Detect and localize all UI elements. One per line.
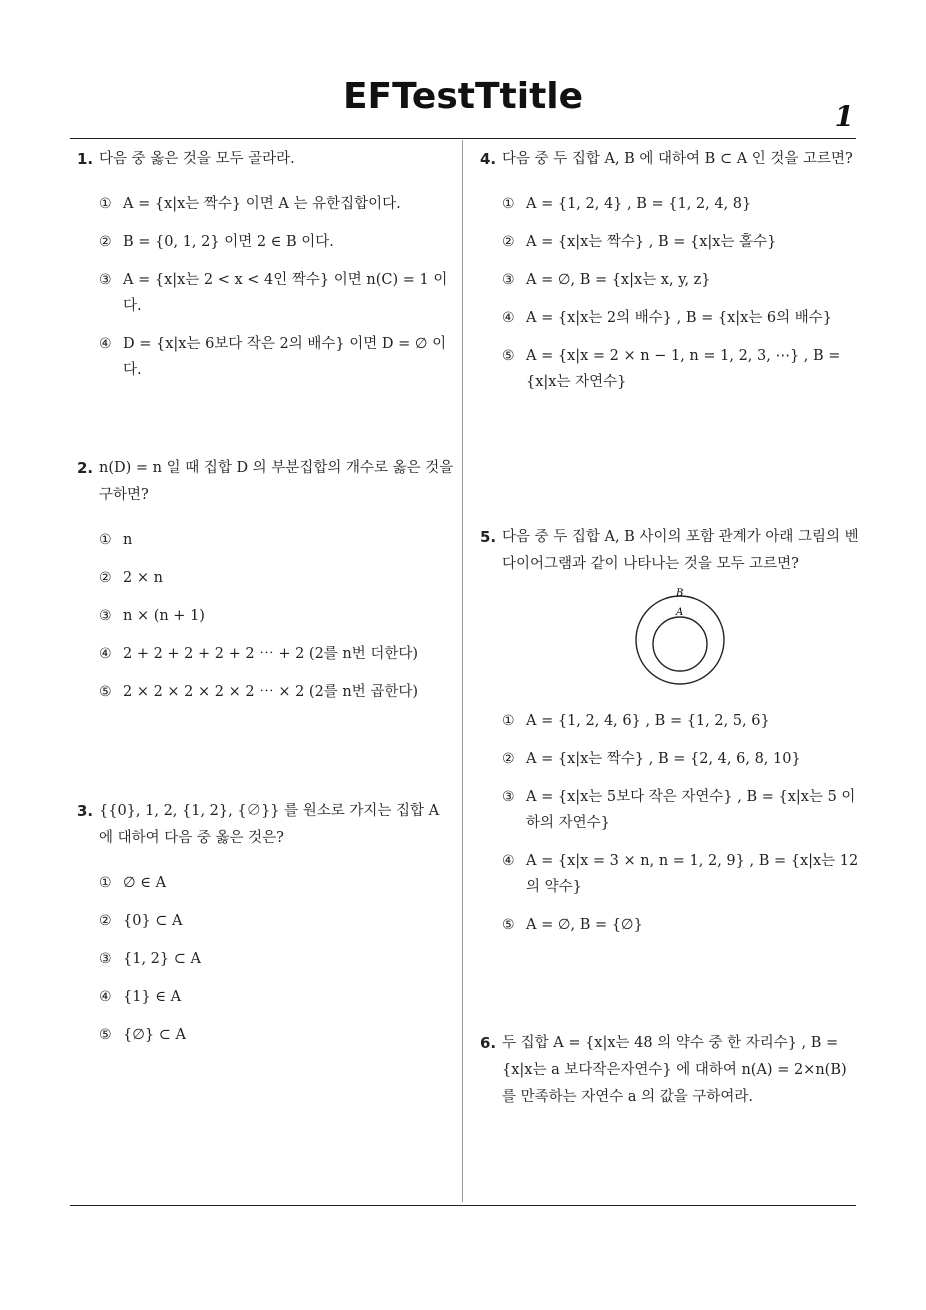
option-text: A = {x|x는 2의 배수} , B = {x|x는 6의 배수} <box>526 310 833 326</box>
option-2[interactable] <box>99 229 457 255</box>
question-number: 5. <box>480 528 497 546</box>
option-2[interactable] <box>99 908 301 934</box>
venn-outer-label: B <box>676 588 684 599</box>
option-3[interactable] <box>99 603 457 629</box>
option-mark: ④ <box>99 646 112 662</box>
venn-inner-circle <box>653 617 707 671</box>
option-text: A = ∅, B = {∅} <box>526 917 643 933</box>
question-text: {{0}, 1, 2, {1, 2}, {∅}} 를 원소로 가지는 집합 A 에 대하여 다음 중 옳은 것은? <box>99 803 440 846</box>
option-mark: ② <box>99 234 112 250</box>
question-text: 다음 중 두 집합 A, B 사이의 포함 관계가 아래 그림의 벤 다이어그램과 같이 나타나는 것을 모두 고르면? <box>502 529 859 572</box>
question-6 <box>480 1030 860 1111</box>
column-divider <box>462 140 463 1202</box>
question-text: n(D) = n 일 때 집합 D 의 부분집합의 개수로 옳은 것을 구하면? <box>99 460 454 503</box>
question-2 <box>77 455 457 717</box>
option-mark: ③ <box>99 272 112 288</box>
option-mark: ② <box>502 751 515 767</box>
question-text: 두 집합 A = {x|x는 48 의 약수 중 한 자리수} , B = {x|x는 a 보다작은자연수} 에 대하여 n(A) = 2×n(B) 를 만족하는 자연수 a 의 값을 구하여라. <box>502 1035 847 1105</box>
option-text: A = {1, 2, 4, 6} , B = {1, 2, 5, 6} <box>526 713 770 729</box>
question-4 <box>480 146 860 407</box>
option-mark: ② <box>99 570 112 586</box>
option-4[interactable] <box>502 305 860 331</box>
option-mark: ⑤ <box>99 1027 112 1043</box>
option-mark: ⑤ <box>99 684 112 700</box>
option-4[interactable] <box>99 331 457 383</box>
venn-inner-label: A <box>676 607 684 618</box>
option-text: n <box>123 532 133 548</box>
option-text: {1, 2} ⊂ A <box>123 951 201 967</box>
option-mark: ③ <box>99 951 112 967</box>
option-text: A = {x|x는 2 < x < 4인 짝수} 이면 n(C) = 1 이다. <box>123 272 448 314</box>
option-text: 2 × 2 × 2 × 2 × 2 ⋯ × 2 (2를 n번 곱한다) <box>123 684 419 700</box>
option-1[interactable] <box>99 191 457 217</box>
question-1 <box>77 146 457 395</box>
option-text: {∅} ⊂ A <box>123 1027 186 1043</box>
option-text: A = ∅, B = {x|x는 x, y, z} <box>526 272 711 288</box>
page-title: EFTestTtitle <box>342 76 584 117</box>
option-text: n × (n + 1) <box>123 608 205 624</box>
option-text: {1} ∈ A <box>123 989 182 1005</box>
option-text: A = {x|x는 짝수} 이면 A 는 유한집합이다. <box>123 196 401 212</box>
option-mark: ③ <box>502 789 515 805</box>
option-4[interactable] <box>502 848 860 900</box>
option-text: A = {x|x = 3 × n, n = 1, 2, 9} , B = {x|x는 12의 약수} <box>526 853 859 895</box>
option-1[interactable] <box>99 870 301 896</box>
option-mark: ① <box>502 713 515 729</box>
option-mark: ⑤ <box>502 348 515 364</box>
header-rule <box>70 138 856 139</box>
option-1[interactable] <box>502 708 860 734</box>
option-2[interactable] <box>99 565 457 591</box>
option-mark: ① <box>99 196 112 212</box>
option-text: A = {x|x = 2 × n − 1, n = 1, 2, 3, ⋯} , B = {x|x는 자연수} <box>526 348 841 390</box>
option-text: A = {x|x는 짝수} , B = {x|x는 홀수} <box>526 234 777 250</box>
option-mark: ① <box>502 196 515 212</box>
option-text: {0} ⊂ A <box>123 913 183 929</box>
option-1[interactable] <box>502 191 860 217</box>
option-text: A = {1, 2, 4} , B = {1, 2, 4, 8} <box>526 196 752 212</box>
option-mark: ③ <box>99 608 112 624</box>
option-3[interactable] <box>99 267 457 319</box>
option-5[interactable] <box>502 912 860 938</box>
venn-diagram <box>630 588 730 688</box>
question-number: 1. <box>77 150 94 168</box>
question-5 <box>480 524 860 950</box>
option-mark: ④ <box>99 336 112 352</box>
option-5[interactable] <box>502 343 860 395</box>
option-2[interactable] <box>502 229 860 255</box>
option-text: D = {x|x는 6보다 작은 2의 배수} 이면 D = ∅ 이다. <box>123 336 447 378</box>
option-1[interactable] <box>99 527 457 553</box>
option-text: 2 × n <box>123 570 163 586</box>
option-3[interactable] <box>502 784 860 836</box>
option-mark: ④ <box>99 989 112 1005</box>
option-5[interactable] <box>99 679 457 705</box>
question-number: 4. <box>480 150 497 168</box>
option-text: ∅ ∈ A <box>123 875 167 891</box>
question-number: 6. <box>480 1034 497 1052</box>
option-mark: ④ <box>502 853 515 869</box>
option-3[interactable] <box>99 946 301 972</box>
option-5[interactable] <box>99 1022 301 1048</box>
question-number: 2. <box>77 459 94 477</box>
question-text: 다음 중 두 집합 A, B 에 대하여 B ⊂ A 인 것을 고르면? <box>502 151 853 167</box>
option-mark: ④ <box>502 310 515 326</box>
page-number: 1 <box>834 100 854 133</box>
question-number: 3. <box>77 802 94 820</box>
option-text: B = {0, 1, 2} 이면 2 ∈ B 이다. <box>123 234 334 250</box>
option-text: A = {x|x는 5보다 작은 자연수} , B = {x|x는 5 이하의 자연수} <box>526 789 856 831</box>
option-text: A = {x|x는 짝수} , B = {2, 4, 6, 8, 10} <box>526 751 801 767</box>
question-text: 다음 중 옳은 것을 모두 골라라. <box>99 151 295 167</box>
option-2[interactable] <box>502 746 860 772</box>
option-mark: ⑤ <box>502 917 515 933</box>
question-3 <box>77 798 457 1060</box>
footer-rule <box>70 1205 856 1206</box>
option-mark: ① <box>99 532 112 548</box>
option-4[interactable] <box>99 641 457 667</box>
option-3[interactable] <box>502 267 860 293</box>
option-mark: ② <box>99 913 112 929</box>
option-mark: ① <box>99 875 112 891</box>
option-text: 2 + 2 + 2 + 2 + 2 ⋯ + 2 (2를 n번 더한다) <box>123 646 419 662</box>
option-mark: ② <box>502 234 515 250</box>
option-4[interactable] <box>99 984 301 1010</box>
option-mark: ③ <box>502 272 515 288</box>
